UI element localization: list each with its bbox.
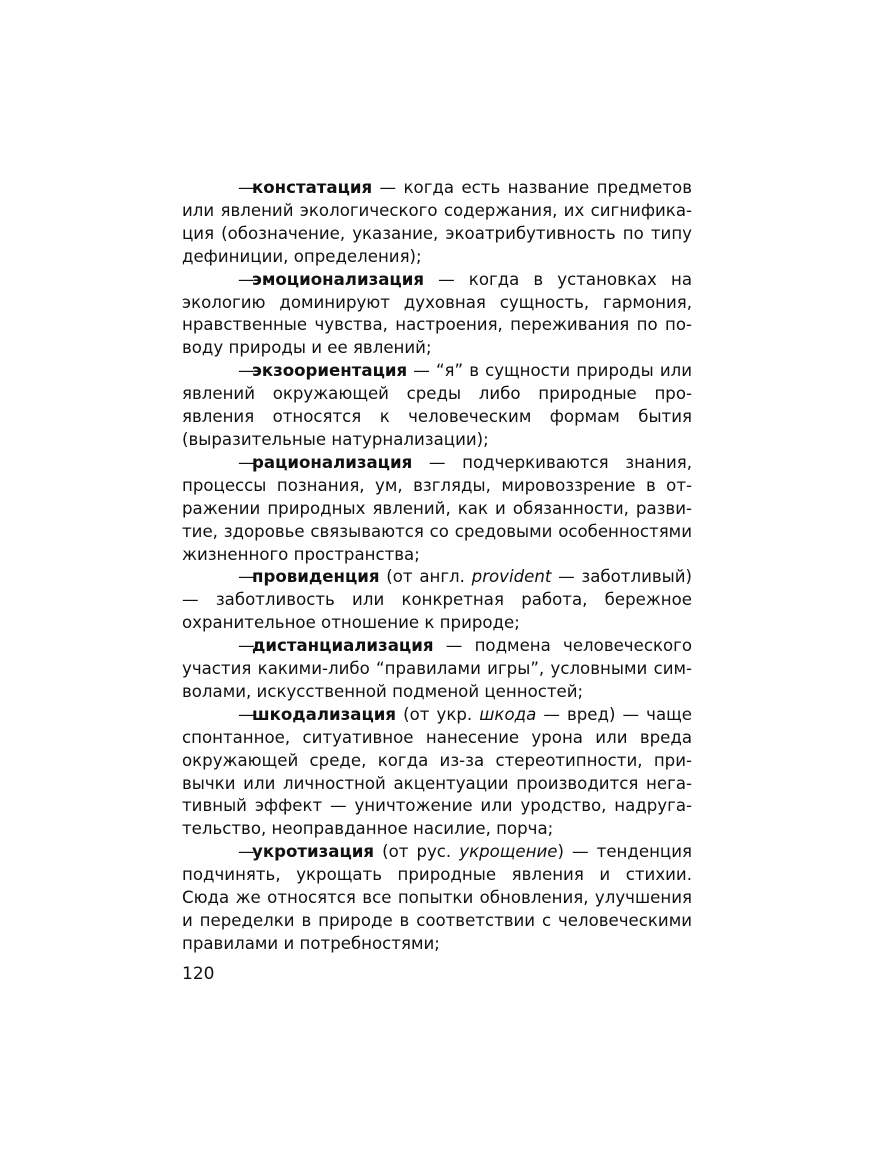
em-dash: — xyxy=(238,361,255,381)
definition-prefix: (от рус. xyxy=(374,842,460,862)
term: констатация xyxy=(252,178,373,197)
em-dash: — xyxy=(238,842,255,862)
em-dash: — xyxy=(238,452,255,472)
entry-konstatatsiya xyxy=(182,177,692,269)
entry-ekzoorientatsiya xyxy=(182,360,692,452)
entry-emotsionalizatsiya xyxy=(182,269,692,361)
em-dash: — xyxy=(238,178,255,197)
em-dash: — xyxy=(238,269,255,289)
term: экзоориентация xyxy=(252,361,408,381)
definition-prefix: (от англ. xyxy=(379,567,472,587)
term: укротизация xyxy=(252,842,375,862)
term: шкодализация xyxy=(252,704,397,724)
definition: — подмена человеческого участия какими-либо “правилами игры”, условными символами, искусственной подменой ценностей; xyxy=(182,636,692,701)
entry-providentsiya xyxy=(182,566,692,635)
term: дистанциализация xyxy=(252,636,434,656)
entry-distantsializatsiya xyxy=(182,635,692,704)
entry-shkodalizatsiya xyxy=(182,704,692,841)
definition: — “я” в сущности природы или явлений окружающей среды либо природные проявления относятся к человеческим формам бытия (выразительные натурнализации); xyxy=(182,361,692,449)
definition: — когда есть название предметов или явлений экологического содержания, их сигнификация (обозначение, указание, экоатрибутивность по типу дефиниции, определения); xyxy=(182,178,692,266)
entry-ratsionalizatsiya xyxy=(182,452,692,567)
term: провиденция xyxy=(252,567,380,587)
foreign-word: укрощение xyxy=(459,842,558,862)
definition-prefix: (от укр. xyxy=(396,704,480,724)
definition: — заботливый) — заботливость или конкретная работа, бережное охранительное отношение к природе; xyxy=(182,567,693,633)
definition: — когда в установках на экологию доминируют духовная сущность, гармония, нравственные чувства, настроения, переживания по поводу природы и ее явлений; xyxy=(182,269,692,358)
term: рационализация xyxy=(252,452,413,472)
foreign-word: provident xyxy=(471,567,552,587)
page-number: 120 xyxy=(182,964,215,984)
foreign-word: шкода xyxy=(479,704,537,724)
definition: — подчеркиваются знания, процессы познания, ум, взгляды, мировоззрение в отражении природных явлений, как и обязанности, развитие, здоровье связываются со средовыми особенностями жизненного пространства; xyxy=(182,452,692,564)
em-dash: — xyxy=(238,636,255,656)
em-dash: — xyxy=(238,704,255,724)
definition: ) — тенденция подчинять, укрощать природные явления и стихии. Сюда же относятся все попытки обновления, улучшения и переделки в природе в соответствии с человеческими правилами и потребностями; xyxy=(182,842,692,953)
entry-ukrotizatsiya xyxy=(182,841,692,956)
main-text xyxy=(182,177,692,956)
definition: — вред) — чаще спонтанное, ситуативное нанесение урона или вреда окружающей среде, когда из-за стереотипности, привычки или личностной акцентуации производится негативный эффект — уничтожение или уродство, надругательство, неоправданное насилие, порча; xyxy=(182,704,692,839)
em-dash: — xyxy=(238,567,255,587)
term: эмоционализация xyxy=(252,269,424,289)
